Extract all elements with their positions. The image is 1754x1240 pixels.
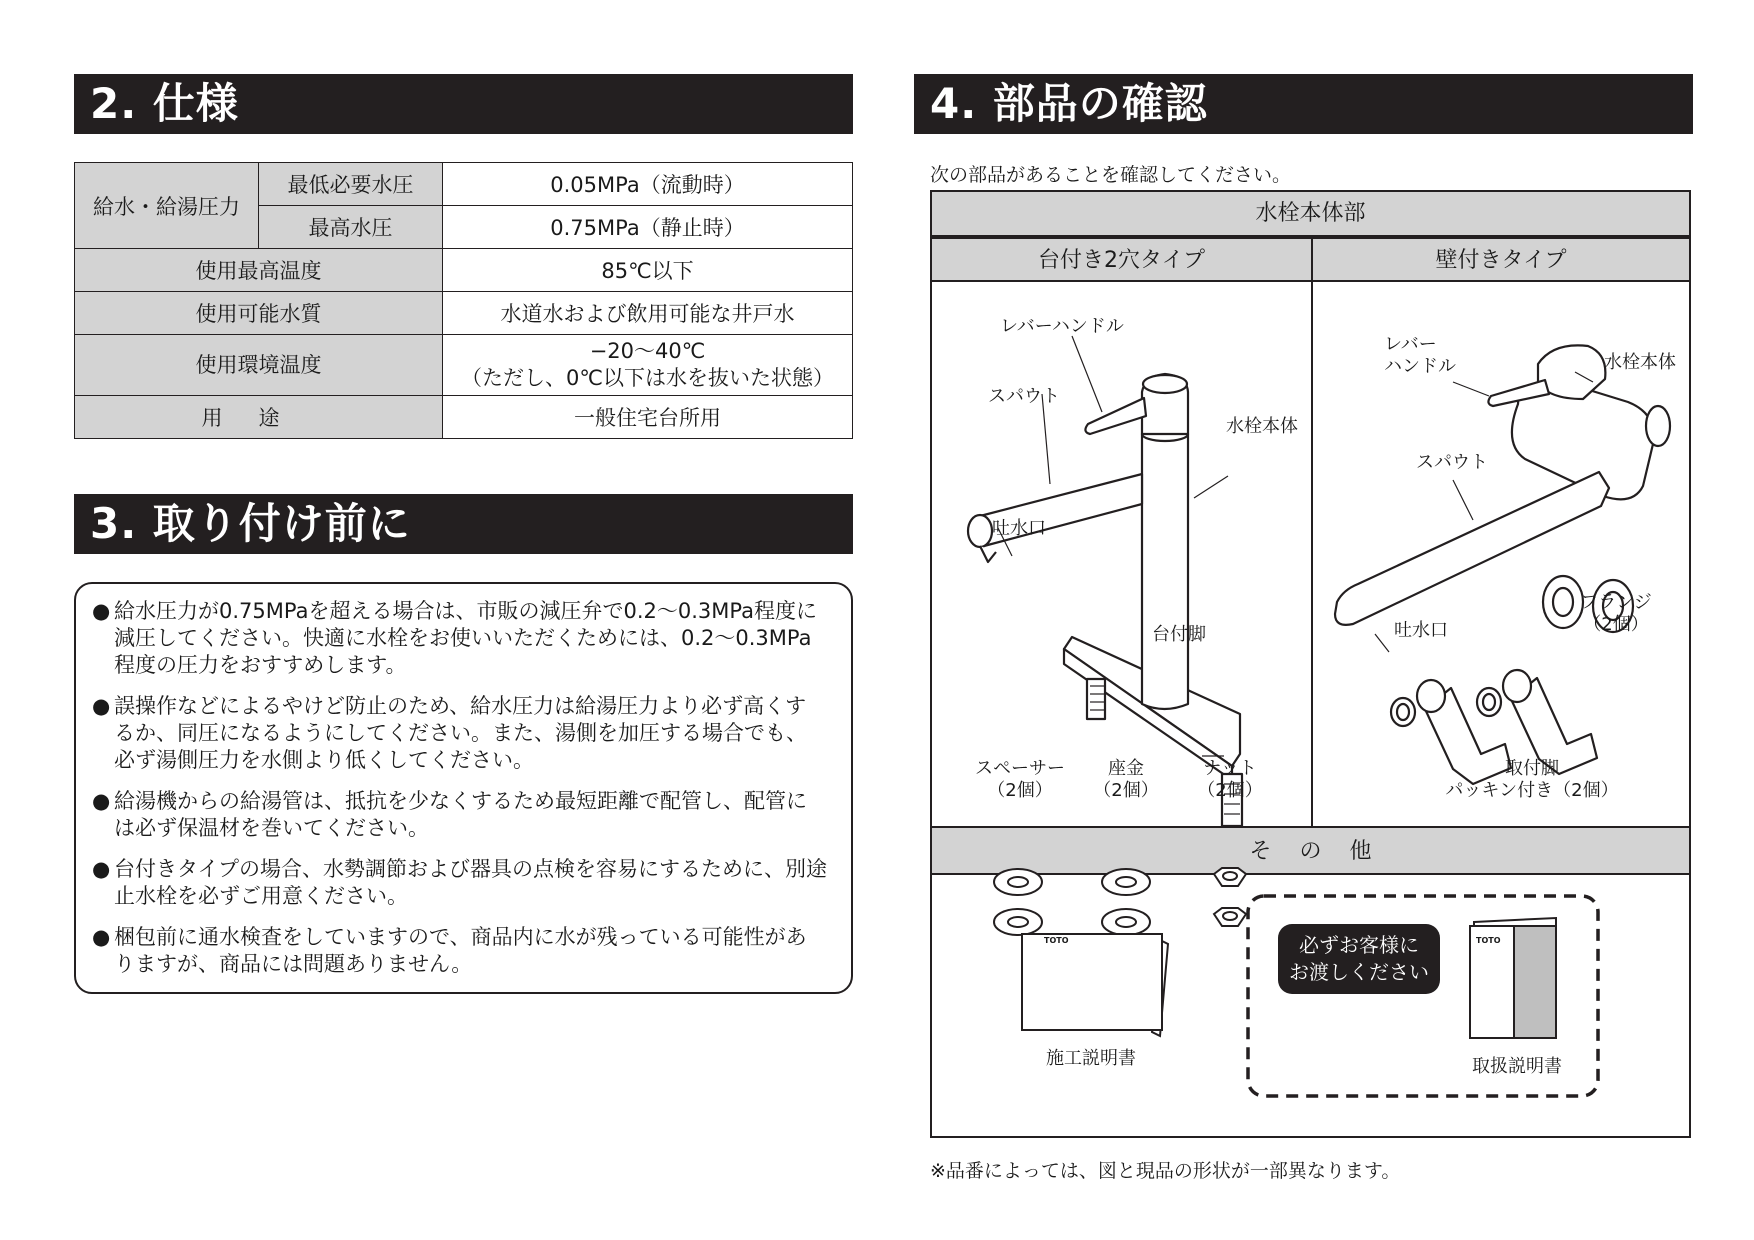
deck-type-header: 台付き2穴タイプ xyxy=(932,237,1311,282)
install-manual-label: 施工説明書 xyxy=(1046,1048,1136,1069)
precaution-item: ● 給湯機からの給湯管は、抵抗を少なくするため最短距離で配管し、配管には必ず保温材を巻いてください。 xyxy=(92,788,827,842)
nut-qty: （2個） xyxy=(1197,780,1263,801)
mount-leg-name: 取付脚 xyxy=(1505,758,1559,779)
table-row xyxy=(75,249,853,292)
washer-qty: （2個） xyxy=(1093,780,1159,801)
badge-line1: 必ずお客様に xyxy=(1299,933,1419,957)
before-install-section-title: 3. 取り付け前に xyxy=(74,494,853,554)
mount-leg-label xyxy=(1432,758,1632,802)
wall-type-header: 壁付きタイプ xyxy=(1313,237,1689,282)
max-pressure-label: 最高水圧 xyxy=(259,206,443,249)
spec-table xyxy=(74,162,853,439)
washer-label xyxy=(1078,758,1174,802)
washer-name: 座金 xyxy=(1108,758,1144,779)
water-quality-label: 使用可能水質 xyxy=(75,292,443,335)
parts-check-section-title: 4. 部品の確認 xyxy=(914,74,1693,134)
table-row xyxy=(75,163,853,206)
user-manual-label: 取扱説明書 xyxy=(1472,1056,1562,1077)
table-row xyxy=(75,335,853,396)
table-row xyxy=(75,292,853,335)
parts-intro: 次の部品があることを確認してください。 xyxy=(930,164,1292,186)
env-temp-range: −20〜40℃ xyxy=(589,339,706,363)
max-temp-label: 使用最高温度 xyxy=(75,249,443,292)
precaution-item: ● 梱包前に通水検査をしていますので、商品内に水が残っている可能性がありますが、商品には問題ありません。 xyxy=(92,924,827,978)
deck-faucet-illustration xyxy=(932,284,1311,824)
wall-lever-label xyxy=(1384,334,1456,378)
flange-name: フランジ xyxy=(1580,592,1652,613)
spacer-qty: （2個） xyxy=(987,780,1053,801)
handover-badge xyxy=(1278,924,1440,994)
precaution-item: ● 誤操作などによるやけど防止のため、給水圧力は給湯圧力より必ず高くするか、同圧になるようにしてください。また、湯側を加圧する場合でも、必ず湯側圧力を水側より低くしてください。 xyxy=(92,693,827,774)
faucet-body-label: 水栓本体 xyxy=(1226,416,1298,437)
user-manual-brand: TOTO xyxy=(1476,936,1501,945)
max-temp-value: 85℃以下 xyxy=(443,249,853,292)
env-temp-label: 使用環境温度 xyxy=(75,335,443,396)
max-pressure-value: 0.75MPa（静止時） xyxy=(443,206,853,249)
table-row xyxy=(75,396,853,439)
precaution-item: ● 給水圧力が0.75MPaを超える場合は、市販の減圧弁で0.2〜0.3MPa程度に減圧してください。快適に水栓をお使いいただくためには、0.2〜0.3MPa程度の圧力をおすすめします。 xyxy=(92,598,827,679)
usage-label: 用途 xyxy=(75,396,443,439)
outlet-label: 吐水口 xyxy=(992,518,1046,539)
precaution-item: ● 台付きタイプの場合、水勢調節および器具の点検を容易にするために、別途止水栓を必ずご用意ください。 xyxy=(92,856,827,910)
wall-lever-line2: ハンドル xyxy=(1384,356,1456,377)
wall-body-label: 水栓本体 xyxy=(1604,352,1676,373)
deck-leg-label: 台付脚 xyxy=(1152,624,1206,645)
footnote: ※品番によっては、図と現品の形状が一部異なります。 xyxy=(930,1160,1401,1182)
nut-name: ナット xyxy=(1203,758,1257,779)
spacer-name: スペーサー xyxy=(975,758,1065,779)
wall-outlet-label: 吐水口 xyxy=(1394,620,1448,641)
spout-label: スパウト xyxy=(988,386,1060,407)
wall-lever-line1: レバー xyxy=(1384,334,1437,355)
faucet-body-header: 水栓本体部 xyxy=(932,192,1689,237)
min-pressure-value: 0.05MPa（流動時） xyxy=(443,163,853,206)
spacer-label xyxy=(972,758,1068,802)
parts-frame xyxy=(930,190,1691,1138)
pressure-group-label: 給水・給湯圧力 xyxy=(75,163,259,249)
precautions-box xyxy=(74,582,853,994)
wall-spout-label: スパウト xyxy=(1416,452,1488,473)
water-quality-value: 水道水および飲用可能な井戸水 xyxy=(443,292,853,335)
mount-leg-detail: パッキン付き（2個） xyxy=(1445,780,1619,801)
flange-label xyxy=(1566,592,1666,636)
spec-section-title: 2. 仕様 xyxy=(74,74,853,134)
env-temp-note: （ただし、0℃以下は水を抜いた状態） xyxy=(461,366,834,390)
badge-line2: お渡しください xyxy=(1289,960,1429,984)
nut-label xyxy=(1182,758,1278,802)
usage-value: 一般住宅台所用 xyxy=(443,396,853,439)
other-header: その他 xyxy=(932,826,1689,875)
lever-handle-label: レバーハンドル xyxy=(1000,316,1124,337)
min-pressure-label: 最低必要水圧 xyxy=(259,163,443,206)
flange-qty: （2個） xyxy=(1583,614,1649,635)
install-manual-brand: TOTO xyxy=(1044,936,1069,945)
env-temp-value xyxy=(443,335,853,396)
